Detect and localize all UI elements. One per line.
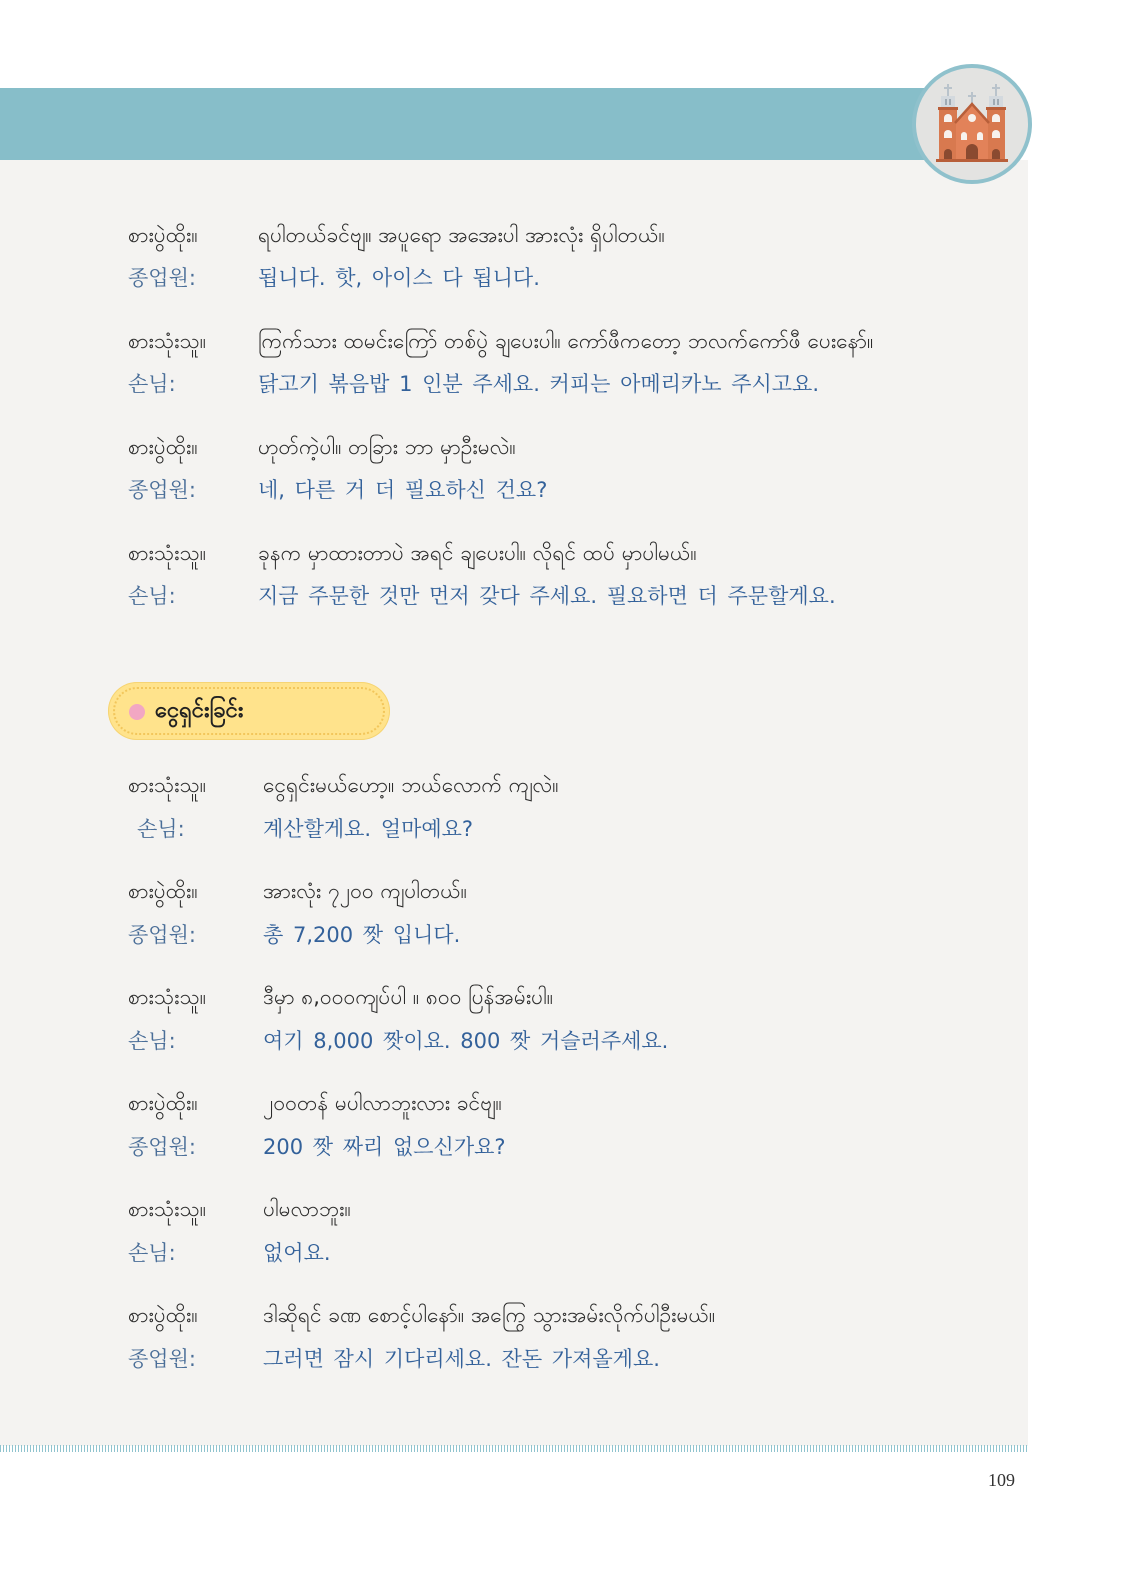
dialogue-line-myanmar xyxy=(0,763,1120,807)
speaker-label-myanmar: စားသုံးသူ။ xyxy=(128,329,207,353)
dialogue-text-myanmar: ၂၀၀တန် မပါလာဘူးလား ခင်ဗျ။ xyxy=(263,1091,502,1115)
dialogue-line-korean xyxy=(0,363,1120,406)
dialogue-text-myanmar: ဒီမှာ ၈,၀၀၀ကျပ်ပါ ။ ၈၀၀ ပြန်အမ်းပါ။ xyxy=(263,985,554,1009)
header-band xyxy=(0,88,960,160)
dialogue-pair xyxy=(0,426,1120,512)
speaker-label-myanmar: စားသုံးသူ။ xyxy=(128,773,207,797)
speaker-label-myanmar: စားပွဲထိုး။ xyxy=(128,879,198,903)
speaker-label-korean: 손님: xyxy=(128,372,176,396)
dialogue-text-korean: 지금 주문한 것만 먼저 갖다 주세요. 필요하면 더 주문할게요. xyxy=(258,584,836,608)
dialogue-text-myanmar: ဒါဆိုရင် ခဏ စောင့်ပါနော်။ အကြွေ သွားအမ်းလိုက်ပါဦးမယ်။ xyxy=(263,1303,716,1327)
speaker-label-myanmar: စားသုံးသူ။ xyxy=(128,985,207,1009)
dialogue-text-korean: 계산할게요. 얼마예요? xyxy=(263,817,474,841)
dialogue-line-korean xyxy=(0,575,1120,618)
dialogue-line-myanmar xyxy=(0,1293,1120,1337)
dialogue-text-korean: 됩니다. 핫, 아이스 다 됩니다. xyxy=(258,266,540,290)
dialogue-line-myanmar xyxy=(0,975,1120,1019)
page-number: 109 xyxy=(988,1470,1015,1490)
speaker-label-myanmar: စားသုံးသူ။ xyxy=(128,541,207,565)
dot-icon xyxy=(129,704,145,720)
dialogue-line-korean xyxy=(0,1231,1120,1275)
dialogue-text-myanmar: ကြက်သား ထမင်းကြော် တစ်ပွဲ ချပေးပါ။ ကော်ဖီကတော့ ဘလက်ကော်ဖီ ပေးနော်။ xyxy=(258,329,874,353)
dialogue-text-myanmar: ဟုတ်ကဲ့ပါ။ တခြား ဘာ မှာဦးမလဲ။ xyxy=(258,435,516,459)
speaker-label-myanmar: စားပွဲထိုး။ xyxy=(128,1091,198,1115)
dialogue-line-myanmar xyxy=(0,1081,1120,1125)
section-heading-text: ငွေရှင်းခြင်း xyxy=(155,698,244,723)
dialogue-pair xyxy=(0,532,1120,618)
dialogue-line-korean xyxy=(0,1125,1120,1169)
speaker-label-korean: 손님: xyxy=(137,817,185,841)
chapter-badge xyxy=(912,64,1032,184)
dialogue-line-myanmar xyxy=(0,532,1120,575)
dialogue-text-myanmar: ရပါတယ်ခင်ဗျ။ အပူရော အအေးပါ အားလုံး ရှိပါတယ်။ xyxy=(258,223,665,247)
dialogue-line-korean xyxy=(0,469,1120,512)
dialogue-payment xyxy=(0,763,1120,1399)
dialogue-pair xyxy=(0,320,1120,406)
section-heading xyxy=(108,682,390,740)
dialogue-text-korean: 200 짯 짜리 없으신가요? xyxy=(263,1135,506,1159)
speaker-label-myanmar: စားပွဲထိုး။ xyxy=(128,1303,198,1327)
speaker-label-korean: 종업원: xyxy=(128,266,196,290)
dialogue-text-myanmar: ငွေရှင်းမယ်ဟော့။ ဘယ်လောက် ကျလဲ။ xyxy=(263,773,559,797)
speaker-label-myanmar: စားသုံးသူ။ xyxy=(128,1197,207,1221)
dialogue-line-myanmar xyxy=(0,320,1120,363)
dialogue-text-korean: 여기 8,000 짯이요. 800 짯 거슬러주세요. xyxy=(263,1029,669,1053)
speaker-label-korean: 손님: xyxy=(128,1241,176,1265)
dialogue-text-korean: 닭고기 볶음밥 1 인분 주세요. 커피는 아메리카노 주시고요. xyxy=(258,372,820,396)
dialogue-pair xyxy=(0,1187,1120,1275)
dialogue-pair xyxy=(0,975,1120,1063)
speaker-label-korean: 손님: xyxy=(128,584,176,608)
dialogue-text-myanmar: ပါမလာဘူး။ xyxy=(263,1197,351,1221)
dialogue-pair xyxy=(0,214,1120,300)
dialogue-pair xyxy=(0,763,1120,851)
dialogue-pair xyxy=(0,1293,1120,1381)
dialogue-line-korean xyxy=(0,913,1120,957)
dialogue-line-myanmar xyxy=(0,426,1120,469)
dialogue-line-myanmar xyxy=(0,869,1120,913)
dialogue-text-korean: 없어요. xyxy=(263,1241,331,1265)
dialogue-pair xyxy=(0,869,1120,957)
dialogue-text-korean: 그러면 잠시 기다리세요. 잔돈 가져올게요. xyxy=(263,1347,660,1371)
dialogue-text-korean: 총 7,200 짯 입니다. xyxy=(263,923,461,947)
speaker-label-korean: 종업원: xyxy=(128,1135,196,1159)
speaker-label-korean: 종업원: xyxy=(128,1347,196,1371)
dialogue-line-korean xyxy=(0,1337,1120,1381)
dialogue-line-korean xyxy=(0,257,1120,300)
dialogue-line-korean xyxy=(0,1019,1120,1063)
dialogue-text-korean: 네, 다른 거 더 필요하신 건요? xyxy=(258,478,548,502)
speaker-label-korean: 종업원: xyxy=(128,478,196,502)
speaker-label-myanmar: စားပွဲထိုး။ xyxy=(128,223,198,247)
dialogue-line-myanmar xyxy=(0,214,1120,257)
dialogue-ordering xyxy=(0,214,1120,638)
dialogue-text-myanmar: ခုနက မှာထားတာပဲ အရင် ချပေးပါ။ လိုရင် ထပ် မှာပါမယ်။ xyxy=(258,541,697,565)
church-icon xyxy=(932,82,1012,164)
speaker-label-korean: 손님: xyxy=(128,1029,176,1053)
footer-divider xyxy=(0,1445,1028,1452)
dialogue-pair xyxy=(0,1081,1120,1169)
dialogue-line-myanmar xyxy=(0,1187,1120,1231)
speaker-label-korean: 종업원: xyxy=(128,923,196,947)
speaker-label-myanmar: စားပွဲထိုး။ xyxy=(128,435,198,459)
dialogue-line-korean xyxy=(0,807,1120,851)
dialogue-text-myanmar: အားလုံး ၇၂၀၀ ကျပါတယ်။ xyxy=(263,879,468,903)
